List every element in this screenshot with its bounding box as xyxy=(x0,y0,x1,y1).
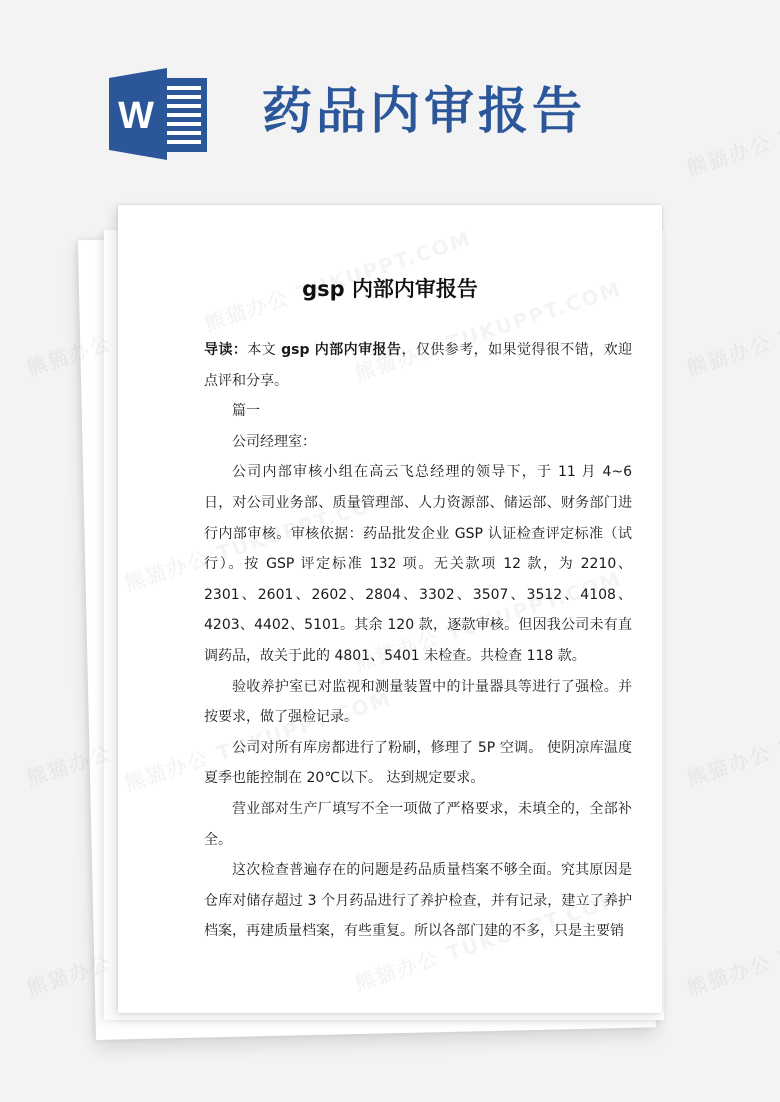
watermark xyxy=(682,678,780,792)
body-paragraph: 公司对所有库房都进行了粉刷，修理了 5P 空调。 使阴凉库温度夏季也能控制在 20℃以下。 达到规定要求。 xyxy=(204,739,632,787)
watermark xyxy=(682,268,780,382)
lead-text-post: ，仅供参考，如果觉得很不错，欢迎点评和分享。 xyxy=(204,342,633,389)
lead-paragraph xyxy=(204,335,632,396)
svg-text:W: W xyxy=(118,95,154,137)
section-heading: 篇一 xyxy=(232,403,260,420)
word-icon xyxy=(109,68,209,160)
body-paragraph: 公司内部审核小组在高云飞总经理的领导下，于 11 月 4~6 日，对公司业务部、质量管理部、人力资源部、储运部、财务部门进行内部审核。审核依据：药品批发企业 GSP 认证检查评定标准（试行）。按 GSP 评定标准 132 项。无关款项 12 款，为 2210、2301、2601、2602、2804、3302、3507、3512、4108、4203、4402、5101。其余 120 款，逐款审核。但因我公司未有直调药品，故关于此的 4801、5401 未检查。共检查 118 款。 xyxy=(204,464,632,664)
body-paragraph: 这次检查普遍存在的问题是药品质量档案不够全面。究其原因是仓库对储存超过 3 个月药品进行了养护检查，并有记录，建立了养护档案，再建质量档案，有些重复。所以各部门建的不多，只是主要销 xyxy=(204,862,632,940)
body-paragraph: 营业部对生产厂填写不全一项做了严格要求，未填全的，全部补全。 xyxy=(204,800,632,848)
body-paragraph: 验收养护室已对监视和测量装置中的计量器具等进行了强检。并按要求，做了强检记录。 xyxy=(204,678,632,726)
document-page xyxy=(118,205,662,1013)
lead-title-bold: gsp 内部内审报告 xyxy=(281,342,402,358)
banner-header xyxy=(0,0,780,190)
document-body xyxy=(204,335,632,947)
document-title: gsp 内部内审报告 xyxy=(302,277,478,301)
watermark xyxy=(682,888,780,1002)
banner-title: 药品内审报告 xyxy=(262,81,586,140)
lead-label: 导读： xyxy=(204,342,248,358)
salutation: 公司经理室： xyxy=(232,433,316,450)
lead-text-pre: 本文 xyxy=(247,342,282,358)
